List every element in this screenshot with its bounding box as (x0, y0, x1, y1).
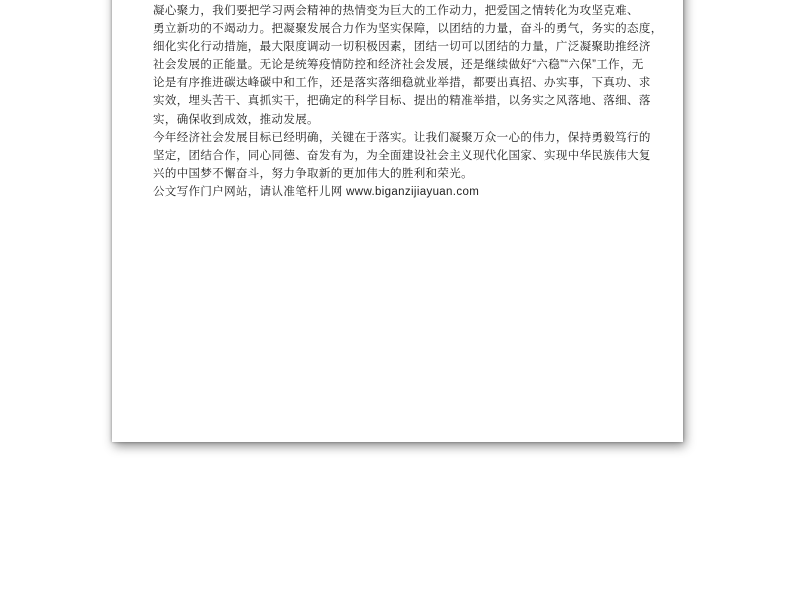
website-footer-line: 公文写作门户网站，请认准笔杆儿网 www.biganzijiayuan.com (153, 185, 480, 198)
text-line: 实，确保收到成效，推动发展。 (153, 113, 319, 126)
text-line: 坚定，团结合作，同心同德、奋发有为，为全面建设社会主义现代化国家、实现中华民族伟大复 (153, 149, 651, 162)
text-line: 勇立新功的不竭动力。把凝聚发展合力作为坚实保障，以团结的力量，奋斗的勇气，务实的态度， (153, 23, 663, 36)
text-line: 实效，埋头苦干、真抓实干，把确定的科学目标、提出的精准举措，以务实之风落地、落细、落 (153, 95, 651, 108)
paragraph-start-line: 今年经济社会发展目标已经明确，关键在于落实。让我们凝聚万众一心的伟力，保持勇毅笃行的 (153, 131, 651, 144)
text-line: 论是有序推进碳达峰碳中和工作，还是落实落细稳就业举措，都要出真招、办实事，下真功、求 (153, 77, 651, 90)
text-line: 兴的中国梦不懈奋斗，努力争取新的更加伟大的胜利和荣光。 (153, 167, 473, 180)
document-body (153, 2, 663, 201)
document-page (112, 0, 683, 442)
text-line: 细化实化行动措施，最大限度调动一切积极因素，团结一切可以团结的力量，广泛凝聚助推经济 (153, 41, 651, 54)
text-line: 社会发展的正能量。无论是统筹疫情防控和经济社会发展，还是继续做好“六稳”“六保”工作，无 (153, 59, 644, 72)
text-line: 凝心聚力，我们要把学习两会精神的热情变为巨大的工作动力，把爱国之情转化为攻坚克难、 (153, 5, 639, 17)
